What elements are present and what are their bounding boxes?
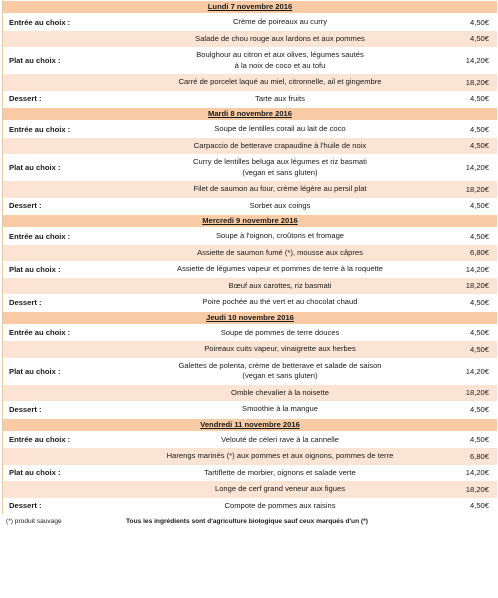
course-category: Dessert : — [9, 297, 42, 307]
day-header: Lundi 7 novembre 2016 — [3, 0, 497, 14]
dish-price: 14,20€ — [465, 468, 489, 478]
dish-price: 18,20€ — [465, 77, 489, 87]
dish-name — [123, 388, 437, 399]
course-category: Plat au choix : — [9, 264, 61, 274]
dish-name — [123, 157, 437, 178]
dish-price: 4,50€ — [469, 141, 489, 151]
menu-row — [3, 14, 497, 31]
dish-name — [123, 328, 437, 339]
course-category: Plat au choix : — [9, 56, 61, 65]
dish-price: 4,50€ — [469, 344, 489, 354]
weekly-menu — [2, 0, 497, 514]
dish-name — [123, 435, 437, 446]
dish-line: Soupe à l'oignon, croûtons et fromage — [215, 231, 345, 240]
dish-price: 6,80€ — [469, 248, 489, 258]
menu-row — [3, 385, 497, 402]
day-header: Mercredi 9 novembre 2016 — [3, 214, 497, 228]
menu-row — [3, 138, 497, 155]
dish-name — [123, 264, 437, 275]
dish-line: Carré de porcelet laqué au miel, citronnelle, ail et gingembre — [178, 77, 382, 86]
dish-line: Boulghour au citron et aux olives, légumes sautés — [196, 50, 364, 59]
dish-price: 14,20€ — [465, 264, 489, 274]
dish-line: Sorbet aux coings — [249, 200, 311, 210]
course-category: Entrée au choix : — [9, 328, 71, 338]
menu-row — [3, 294, 497, 311]
dish-line: Carpaccio de betterave crapaudine à l'huile de noix — [193, 140, 367, 150]
dish-line: Bœuf aux carottes, riz basmati — [228, 280, 332, 290]
dish-line: Poireaux cuits vapeur, vinaigrette aux herbes — [204, 344, 356, 353]
dish-name — [123, 281, 437, 292]
dish-price: 18,20€ — [465, 388, 489, 398]
course-category: Entrée au choix : — [9, 17, 71, 27]
dish-price: 4,50€ — [469, 34, 489, 44]
course-category: Dessert : — [9, 201, 42, 211]
dish-price: 18,20€ — [465, 484, 489, 494]
dish-price: 6,80€ — [469, 451, 489, 461]
menu-row — [3, 432, 497, 449]
dish-name — [123, 361, 437, 382]
menu-row — [3, 261, 497, 278]
dish-price: 4,50€ — [469, 501, 489, 511]
course-category: Plat au choix : — [9, 468, 61, 478]
dish-line: Galettes de polenta, crème de betterave et salade de saison — [178, 360, 382, 370]
dish-line: Omble chevalier à la noisette — [231, 387, 329, 397]
dish-price: 14,20€ — [465, 163, 489, 172]
menu-row — [3, 448, 497, 465]
dish-line: Tartiflette de morbier, oignons et salade verte — [204, 467, 356, 477]
course-category: Plat au choix : — [9, 366, 61, 376]
dish-price: 4,50€ — [469, 297, 489, 307]
dish-name — [123, 231, 437, 242]
dish-name — [123, 141, 437, 152]
course-category: Entrée au choix : — [9, 124, 71, 134]
course-category: Dessert : — [9, 404, 42, 414]
course-category: Dessert : — [9, 94, 42, 104]
dish-price: 4,50€ — [469, 231, 489, 241]
menu-row — [3, 181, 497, 198]
course-category: Entrée au choix : — [9, 435, 71, 445]
dish-line: Crème de poireaux au curry — [232, 17, 328, 26]
dish-price: 4,50€ — [469, 94, 489, 104]
course-category: Plat au choix : — [9, 163, 61, 172]
day-header: Jeudi 10 novembre 2016 — [3, 311, 497, 325]
dish-line: Velouté de céleri rave à la cannelle — [221, 434, 339, 444]
dish-line: Curry de lentilles beluga aux légumes et riz basmati — [193, 157, 367, 166]
dish-price: 4,50€ — [469, 435, 489, 445]
dish-line: Assiette de saumon fumé (*), mousse aux câpres — [197, 247, 363, 257]
dish-name — [123, 124, 437, 135]
dish-name — [123, 17, 437, 28]
dish-price: 14,20€ — [465, 56, 489, 65]
dish-line: à la noix de coco et au tofu — [234, 60, 326, 70]
footer-note: (*) produit sauvage — [6, 517, 62, 525]
dish-name — [123, 451, 437, 462]
menu-row — [3, 154, 497, 181]
menu-row — [3, 465, 497, 482]
course-category: Entrée au choix : — [9, 231, 71, 241]
dish-price: 4,50€ — [469, 17, 489, 27]
menu-row — [3, 31, 497, 48]
dish-line: Longe de cerf grand veneur aux figues — [214, 484, 346, 493]
dish-price: 14,20€ — [465, 366, 489, 376]
dish-name — [123, 77, 437, 88]
menu-row — [3, 91, 497, 108]
dish-line: Filet de saumon au four, crème légère au persil plat — [193, 184, 367, 193]
menu-row — [3, 401, 497, 418]
dish-price: 4,50€ — [469, 404, 489, 414]
dish-name — [123, 50, 437, 71]
menu-row — [3, 358, 497, 385]
dish-name — [123, 404, 437, 415]
dish-line: (vegan et sans gluten) — [242, 371, 318, 380]
dish-name — [123, 297, 437, 308]
dish-line: Tarte aux fruits — [255, 93, 305, 103]
menu-row — [3, 121, 497, 138]
dish-name — [123, 248, 437, 259]
dish-name — [123, 344, 437, 355]
dish-name — [123, 468, 437, 479]
dish-price: 4,50€ — [469, 124, 489, 134]
menu-row — [3, 228, 497, 245]
dish-name — [123, 201, 437, 212]
footer-organic-statement: Tous les ingrédients sont d'agriculture biologique sauf ceux marqués d'un (*) — [126, 517, 368, 525]
dish-name — [123, 184, 437, 195]
day-header: Mardi 8 novembre 2016 — [3, 107, 497, 121]
dish-line: Salade de chou rouge aux lardons et aux pommes — [195, 33, 365, 43]
dish-line: Soupe de lentilles corail au lait de coco — [214, 124, 346, 133]
dish-name — [123, 484, 437, 495]
menu-row — [3, 278, 497, 295]
menu-row — [3, 245, 497, 262]
dish-name — [123, 34, 437, 45]
menu-row — [3, 47, 497, 74]
dish-line: Soupe de pommes de terre douces — [220, 327, 340, 337]
dish-price: 18,20€ — [465, 184, 489, 194]
dish-price: 4,50€ — [469, 328, 489, 338]
dish-line: Poire pochée au thé vert et au chocolat chaud — [202, 297, 358, 306]
menu-row — [3, 481, 497, 498]
day-header: Vendredi 11 novembre 2016 — [3, 418, 497, 432]
dish-line: Smoothie à la mangue — [242, 404, 318, 413]
menu-row — [3, 198, 497, 215]
dish-line: Assiette de légumes vapeur et pommes de terre à la roquette — [177, 264, 383, 273]
footer — [0, 514, 498, 528]
dish-price: 18,20€ — [465, 281, 489, 291]
dish-line: Compote de pommes aux raisins — [224, 500, 336, 510]
dish-name — [123, 94, 437, 105]
dish-line: Harengs marinés (*) aux pommes et aux oignons, pommes de terre — [166, 451, 394, 460]
menu-row — [3, 74, 497, 91]
menu-row — [3, 325, 497, 342]
menu-row — [3, 498, 497, 515]
dish-name — [123, 501, 437, 512]
dish-price: 4,50€ — [469, 201, 489, 211]
course-category: Dessert : — [9, 501, 42, 511]
menu-row — [3, 341, 497, 358]
dish-line: (vegan et sans gluten) — [242, 167, 318, 177]
